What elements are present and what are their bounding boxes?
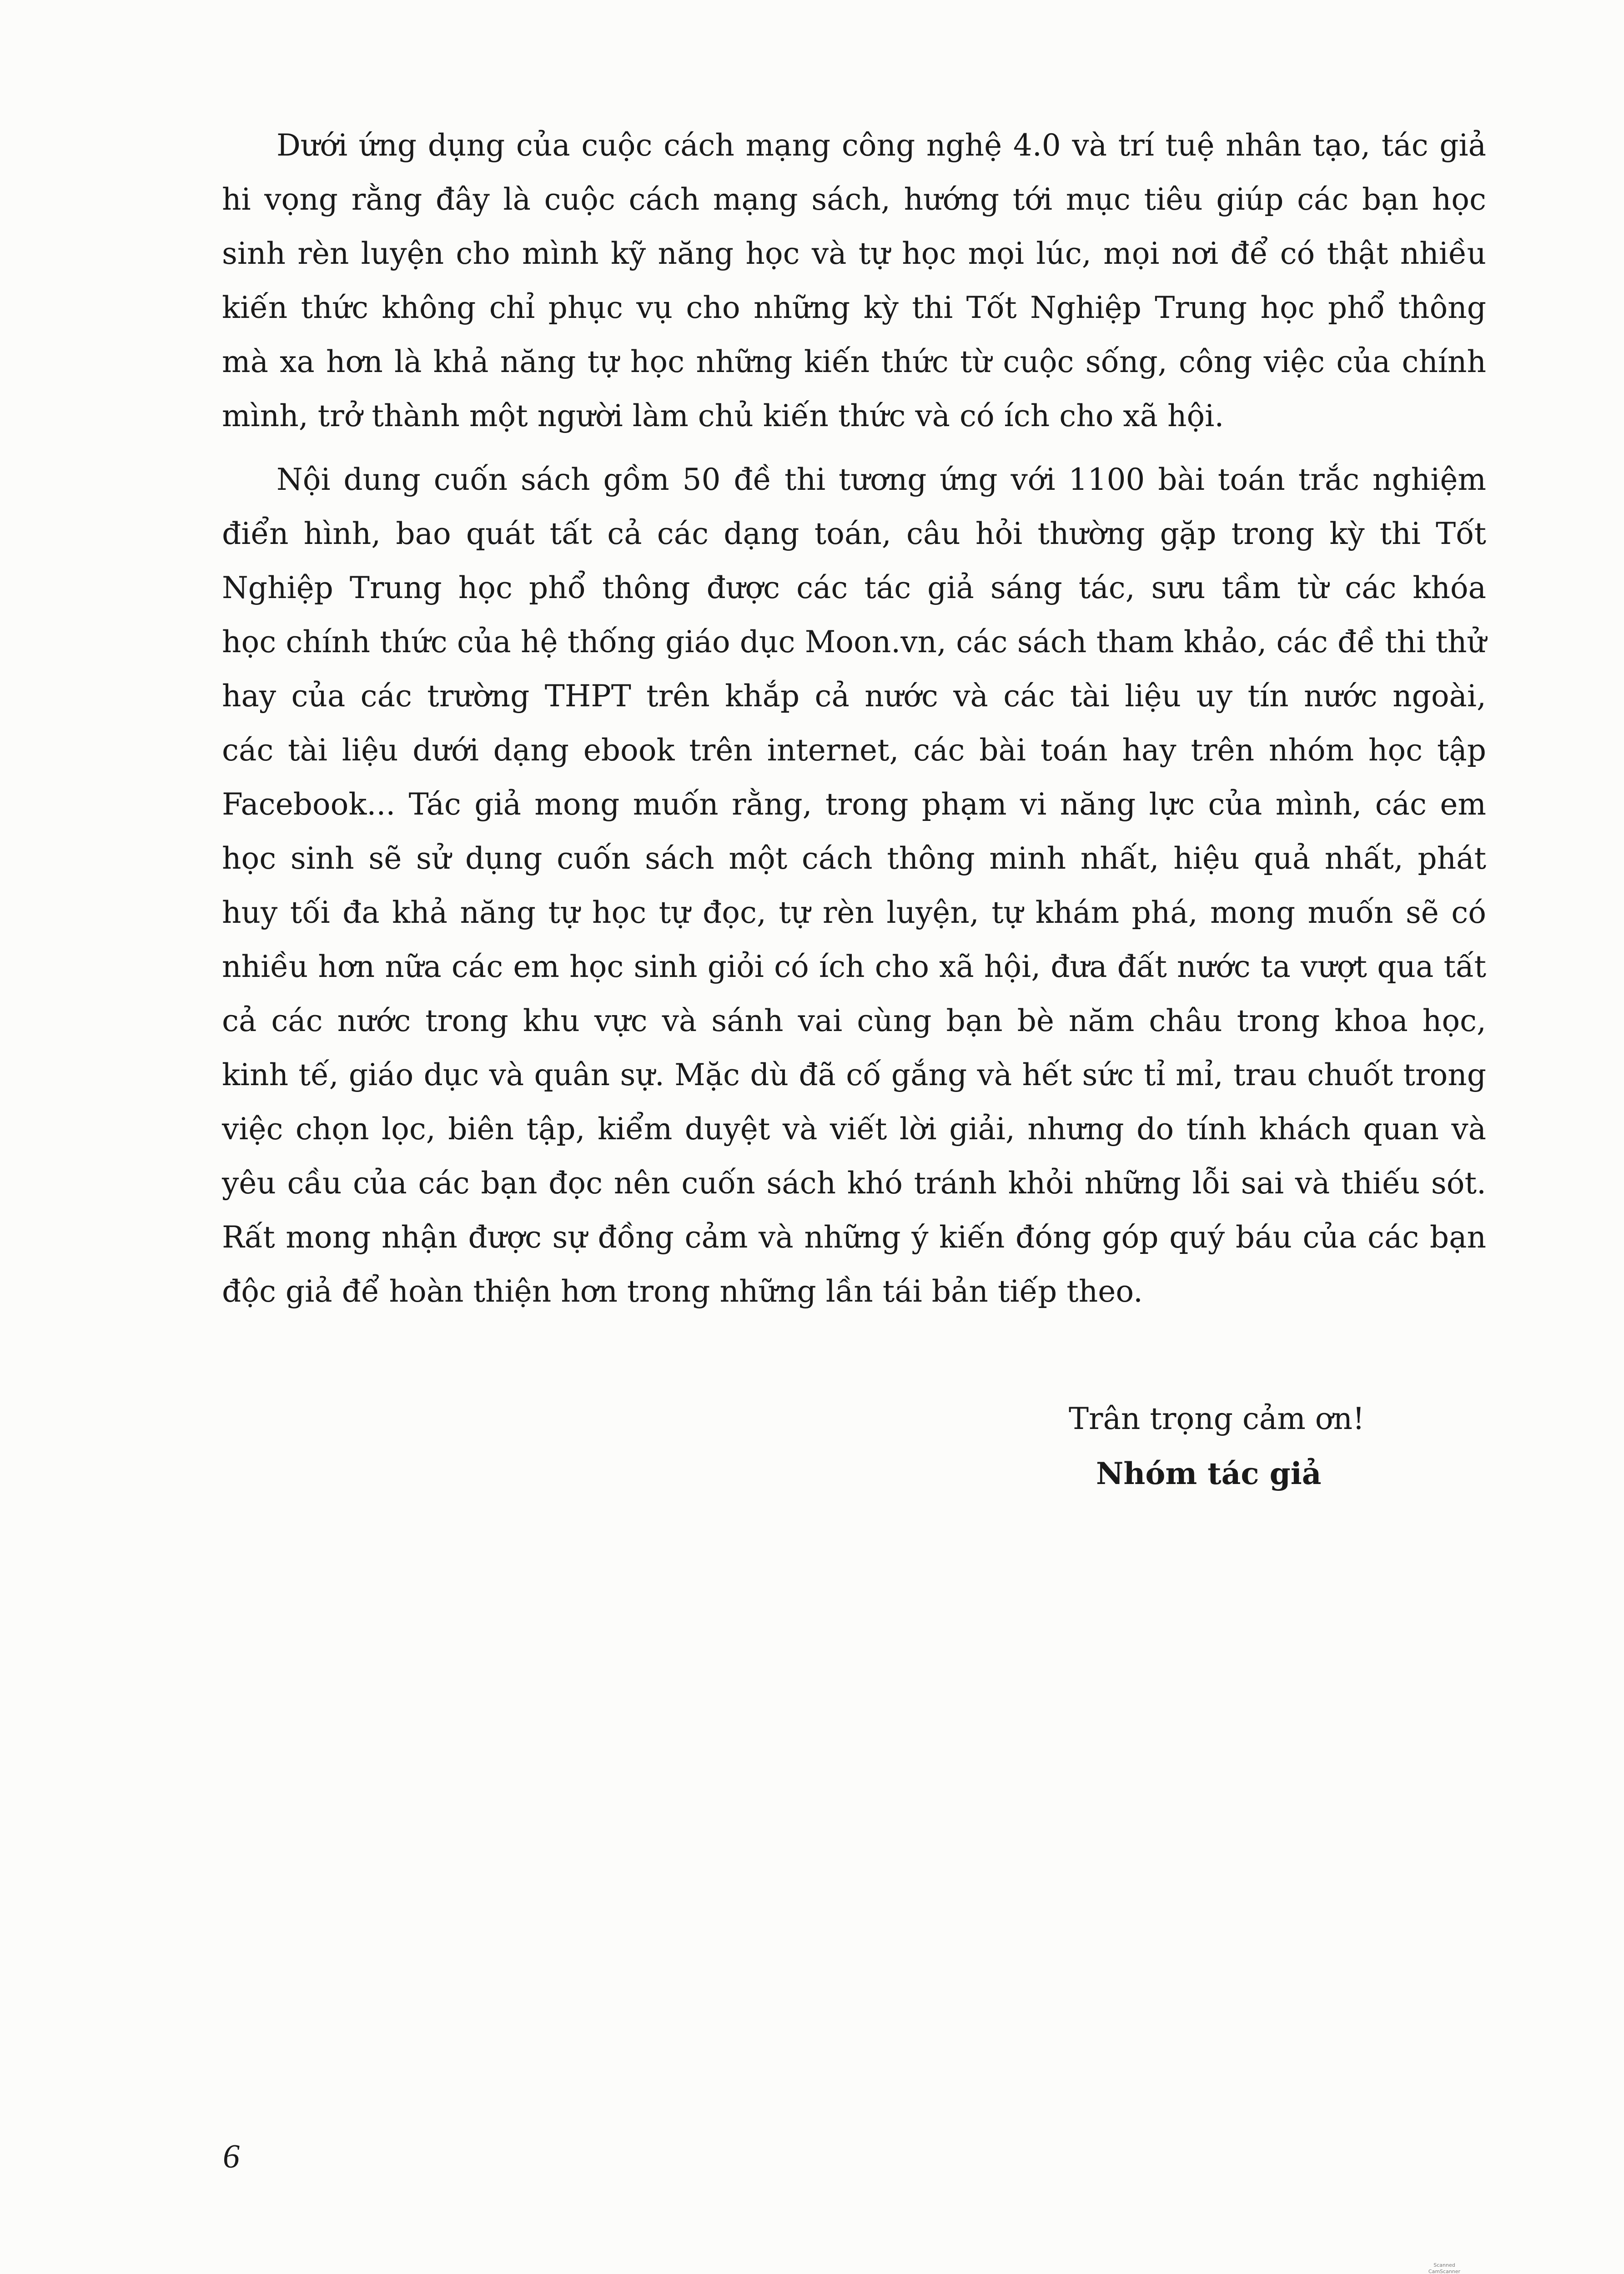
intro-line-3: sinh rèn luyện cho mình kỹ năng học và tự học mọi lúc, mọi nơi để có thật nhiều	[222, 236, 1486, 271]
content-line-9: huy tối đa khả năng tự học tự đọc, tự rèn luyện, tự khám phá, mong muốn sẽ có	[222, 895, 1486, 930]
stamp-line-2: CamScanner	[1428, 2269, 1461, 2274]
content-line-2: điển hình, bao quát tất cả các dạng toán, câu hỏi thường gặp trong kỳ thi Tốt	[222, 516, 1486, 551]
intro-line-1: Dưới ứng dụng của cuộc cách mạng công nghệ 4.0 và trí tuệ nhân tạo, tác giả	[277, 128, 1486, 163]
author-signature: Nhóm tác giả	[1096, 1456, 1322, 1491]
signoff-block	[1069, 1392, 1365, 1501]
content-line-3: Nghiệp Trung học phổ thông được các tác giả sáng tác, sưu tầm từ các khóa	[222, 570, 1486, 605]
content-paragraph	[222, 453, 1486, 1318]
content-line-5: hay của các trường THPT trên khắp cả nước và các tài liệu uy tín nước ngoài,	[222, 679, 1486, 714]
content-line-12: kinh tế, giáo dục và quân sự. Mặc dù đã cố gắng và hết sức tỉ mỉ, trau chuốt trong	[222, 1057, 1486, 1092]
stamp-line-1: Scanned	[1433, 2262, 1455, 2268]
content-line-4: học chính thức của hệ thống giáo dục Moon.vn, các sách tham khảo, các đề thi thử	[222, 624, 1486, 659]
page-number: 6	[223, 2138, 240, 2175]
scanner-stamp-icon	[1428, 2253, 1460, 2274]
intro-line-4: kiến thức không chỉ phục vụ cho những kỳ thi Tốt Nghiệp Trung học phổ thông	[222, 290, 1486, 325]
content-line-7: Facebook... Tác giả mong muốn rằng, trong phạm vi năng lực của mình, các em	[222, 787, 1486, 822]
content-line-14: yêu cầu của các bạn đọc nên cuốn sách khó tránh khỏi những lỗi sai và thiếu sót.	[222, 1166, 1486, 1201]
content-line-10: nhiều hơn nữa các em học sinh giỏi có ích cho xã hội, đưa đất nước ta vượt qua tất	[222, 949, 1486, 984]
content-line-15: Rất mong nhận được sự đồng cảm và những ý kiến đóng góp quý báu của các bạn	[222, 1220, 1486, 1255]
intro-line-2: hi vọng rằng đây là cuộc cách mạng sách, hướng tới mục tiêu giúp các bạn học	[222, 182, 1486, 217]
content-line-1: Nội dung cuốn sách gồm 50 đề thi tương ứng với 1100 bài toán trắc nghiệm	[277, 462, 1486, 497]
thanks-text: Trân trọng cảm ơn!	[1069, 1401, 1365, 1436]
intro-line-5: mà xa hơn là khả năng tự học những kiến thức từ cuộc sống, công việc của chính	[222, 344, 1486, 379]
intro-paragraph	[222, 118, 1486, 443]
content-line-8: học sinh sẽ sử dụng cuốn sách một cách thông minh nhất, hiệu quả nhất, phát	[222, 841, 1486, 876]
intro-line-6: mình, trở thành một người làm chủ kiến thức và có ích cho xã hội.	[222, 398, 1224, 433]
content-line-11: cả các nước trong khu vực và sánh vai cùng bạn bè năm châu trong khoa học,	[222, 1003, 1486, 1038]
content-line-16: độc giả để hoàn thiện hơn trong những lần tái bản tiếp theo.	[222, 1274, 1143, 1309]
content-line-13: việc chọn lọc, biên tập, kiểm duyệt và viết lời giải, nhưng do tính khách quan và	[222, 1112, 1486, 1147]
content-line-6: các tài liệu dưới dạng ebook trên internet, các bài toán hay trên nhóm học tập	[222, 733, 1486, 768]
